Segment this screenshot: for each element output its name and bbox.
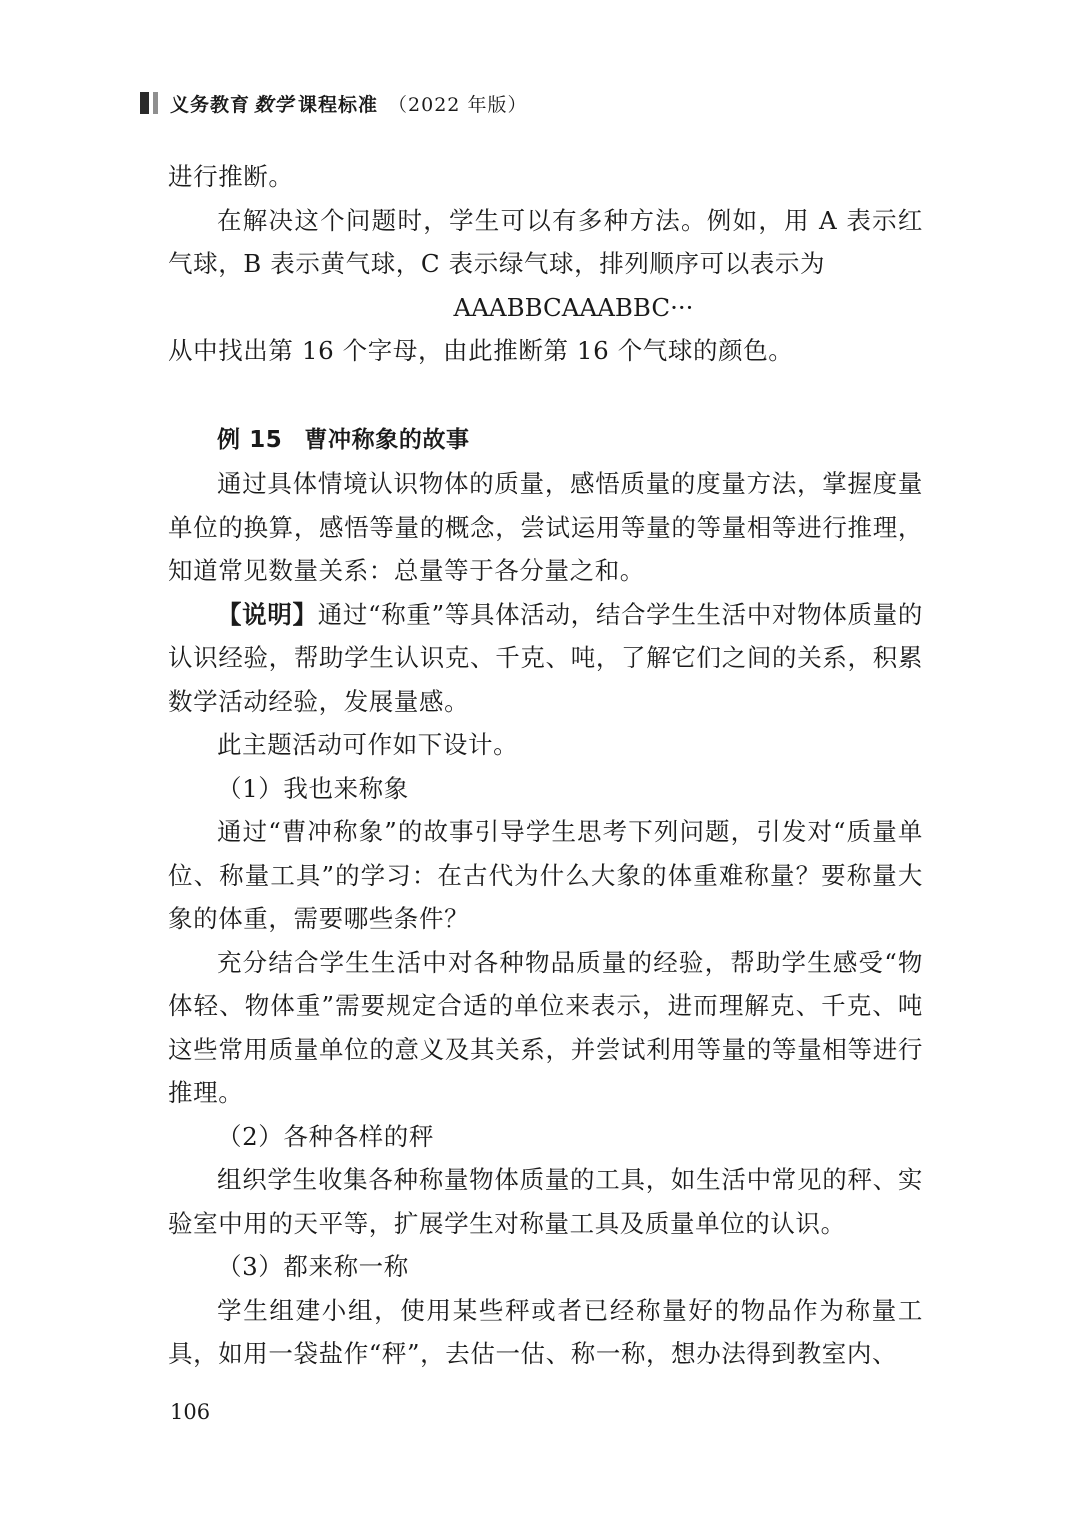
note-label: 【说明】: [217, 599, 318, 629]
paragraph-intro: 通过具体情境认识物体的质量，感悟质量的度量方法，掌握度量单位的换算，感悟等量的概念，尝试运用等量的等量相等进行推理，知道常见数量关系：总量等于各分量之和。: [168, 469, 923, 585]
paragraph-item1-a: 通过“曹冲称象”的故事引导学生思考下列问题，引发对“质量单位、称量工具”的学习：在古代为什么大象的体重难称量？要称量大象的体重，需要哪些条件？: [168, 817, 923, 933]
paragraph-design: 此主题活动可作如下设计。: [217, 730, 519, 759]
paragraph-note: [168, 593, 923, 724]
item3-title: （3）都来称一称: [217, 1252, 409, 1281]
running-header: [140, 88, 527, 118]
paragraph-find: 从中找出第 16 个字母，由此推断第 16 个气球的颜色。: [168, 336, 794, 365]
example-number: 例 15: [217, 426, 283, 453]
page-body: [168, 155, 923, 1376]
header-decoration: [140, 92, 158, 114]
example-title: 曹冲称象的故事: [304, 426, 470, 453]
book-subject: 数学: [254, 93, 295, 116]
header-bar-dark: [140, 92, 149, 114]
paragraph-item2: 组织学生收集各种称量物体质量的工具，如生活中常见的秤、实验室中用的天平等，扩展学生对称量工具及质量单位的认识。: [168, 1165, 923, 1238]
page-number: 106: [170, 1400, 211, 1424]
paragraph-method: 在解决这个问题时，学生可以有多种方法。例如，用 A 表示红气球，B 表示黄气球，C 表示绿气球，排列顺序可以表示为: [168, 205, 923, 278]
book-series: 义务教育: [170, 93, 251, 116]
note-text: 通过“称重”等具体活动，结合学生生活中对物体质量的认识经验，帮助学生认识克、千克、吨，了解它们之间的关系，积累数学活动经验，发展量感。: [168, 599, 923, 716]
paragraph-item1-b: 充分结合学生生活中对各种物品质量的经验，帮助学生感受“物体轻、物体重”需要规定合适的单位来表示，进而理解克、千克、吨这些常用质量单位的意义及其关系，并尝试利用等量的等量相等进行推理。: [168, 947, 923, 1107]
letter-sequence: AAABBCAAABBC···: [453, 292, 694, 322]
paragraph-continued: 进行推断。: [168, 162, 294, 191]
header-bar-gray: [153, 92, 158, 114]
book-title: [170, 90, 527, 117]
example-heading: [168, 419, 923, 463]
book-title-main: 课程标准: [298, 93, 379, 116]
paragraph-item3: 学生组建小组，使用某些秤或者已经称量好的物品作为称量工具，如用一袋盐作“秤”，去估一估、称一称，想办法得到教室内、: [168, 1295, 923, 1368]
item2-title: （2）各种各样的秤: [217, 1121, 434, 1151]
book-edition: （2022 年版）: [388, 93, 528, 116]
item1-title: （1）我也来称象: [217, 773, 409, 803]
